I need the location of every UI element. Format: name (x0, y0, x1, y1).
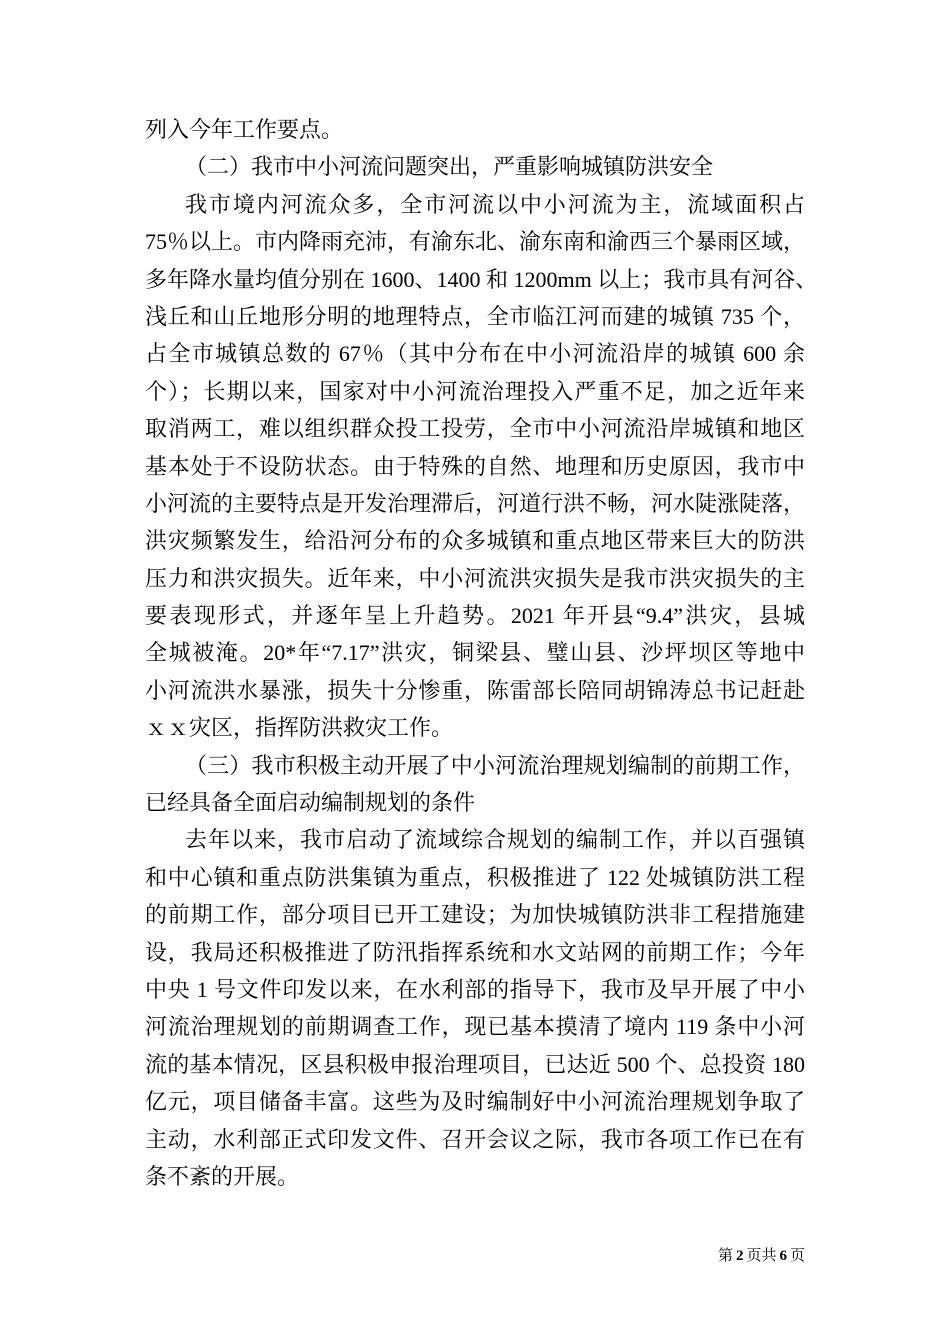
text-line: 亿元，项目储备丰富。这些为及时编制好中小河流治理规划争取了 (145, 1089, 805, 1115)
text-line: 河流治理规划的前期调查工作，现已基本摸清了境内 119 条中小河 (145, 1014, 805, 1040)
text-line: 全城被淹。20*年“7.17”洪灾，铜梁县、璧山县、沙坪坝区等地中 (145, 640, 805, 666)
paragraph-preparatory-work (145, 821, 805, 1195)
text-line: 要表现形式，并逐年呈上升趋势。2021 年开县“9.4”洪灾，县城 (145, 603, 805, 629)
text-line: 基本处于不设防状态。由于特殊的自然、地理和历史原因，我市中 (145, 453, 805, 479)
section-heading-line: 已经具备全面启动编制规划的条件 (145, 790, 476, 816)
text-line: 小河流洪水暴涨，损失十分惨重，陈雷部长陪同胡锦涛总书记赶赴 (145, 677, 805, 703)
text-line: 取消两工，难以组织群众投工投劳，全市中小河流沿岸城镇和地区 (145, 416, 805, 442)
footer-page-prefix: 第 (717, 1248, 733, 1264)
section-heading-2 (145, 148, 805, 185)
text-line: 条不紊的开展。 (145, 1163, 300, 1189)
text-line: 洪灾频繁发生，给沿河分布的众多城镇和重点地区带来巨大的防洪 (145, 528, 805, 554)
text-line: 占全市城镇总数的 67％（其中分布在中小河流沿岸的城镇 600 余 (145, 341, 805, 367)
paragraph-river-problems (145, 186, 818, 747)
text-line: 浅丘和山丘地形分明的地理特点，全市临江河而建的城镇 735 个， (145, 303, 805, 329)
text-line: ｘｘ灾区，指挥防洪救灾工作。 (145, 715, 454, 741)
text-line: 个）；长期以来，国家对中小河流治理投入严重不足，加之近年来 (145, 378, 805, 404)
text-line: 多年降水量均值分别在 1600、1400 和 1200mm 以上；我市具有河谷、 (145, 266, 818, 292)
text-line: 列入今年工作要点。 (145, 117, 344, 142)
section-heading-line: （三）我市积极主动开展了中小河流治理规划编制的前期工作， (185, 752, 805, 778)
text-line: 的前期工作，部分项目已开工建设；为加快城镇防洪非工程措施建 (145, 902, 805, 928)
section-heading-line: （二）我市中小河流问题突出，严重影响城镇防洪安全 (185, 154, 714, 180)
text-line: 我市境内河流众多，全市河流以中小河流为主，流域面积占 (185, 191, 805, 217)
section-heading-3 (145, 747, 805, 822)
document-body (145, 111, 818, 1195)
text-line: 主动，水利部正式印发文件、召开会议之际，我市各项工作已在有 (145, 1126, 805, 1152)
page-number-footer (718, 1246, 805, 1266)
text-line: 去年以来，我市启动了流域综合规划的编制工作，并以百强镇 (185, 827, 805, 853)
footer-page-suffix: 页 (746, 1248, 762, 1264)
total-pages-number: 6 (779, 1248, 787, 1264)
footer-total-suffix: 页 (789, 1248, 805, 1264)
text-line: 压力和洪灾损失。近年来，中小河流洪灾损失是我市洪灾损失的主 (145, 565, 805, 591)
text-line: 75％以上。市内降雨充沛，有渝东北、渝东南和渝西三个暴雨区域， (145, 229, 806, 255)
current-page-number: 2 (735, 1248, 744, 1264)
footer-total-prefix: 共 (761, 1248, 777, 1264)
paragraph-continued (145, 111, 805, 148)
text-line: 小河流的主要特点是开发治理滞后，河道行洪不畅，河水陡涨陡落， (145, 490, 806, 516)
text-line: 中央 1 号文件印发以来，在水利部的指导下，我市及早开展了中小 (145, 976, 805, 1002)
text-line: 流的基本情况，区县积极申报治理项目，已达近 500 个、总投资 180 (145, 1051, 805, 1077)
text-line: 和中心镇和重点防洪集镇为重点，积极推进了 122 处城镇防洪工程 (145, 864, 805, 890)
text-line: 设，我局还积极推进了防汛指挥系统和水文站网的前期工作；今年 (145, 939, 805, 965)
